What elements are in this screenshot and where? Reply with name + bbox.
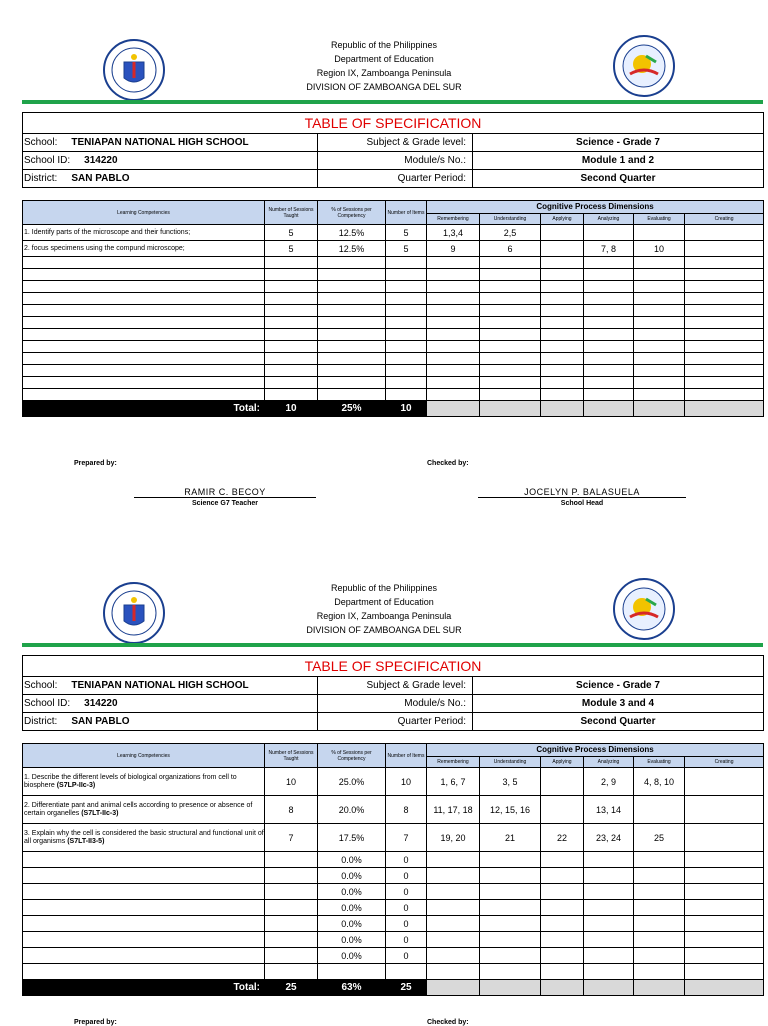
empty-row (23, 389, 764, 401)
empty-row (23, 964, 764, 980)
district-value: SAN PABLO (71, 716, 130, 727)
school-id-value: 314220 (84, 698, 118, 709)
preparer-role: Science G7 Teacher (191, 500, 259, 507)
module-value: Module 1 and 2 (473, 152, 764, 170)
table-row: 1. Describe the different levels of biological organizations from cell to biosphere (S7LP-IIc-3) 10 25.0% 10 1, 6, 7 3, 5 2, 9 4, 8, 10 (23, 768, 764, 796)
col-sessions: Number of Sessions Taught (265, 744, 318, 768)
header-divider (22, 100, 763, 104)
col-understanding: Understanding (480, 757, 541, 768)
empty-row: 0.0% 0 (23, 948, 764, 964)
module-label: Module/s No.: (318, 695, 473, 713)
total-items: 10 (386, 401, 427, 417)
col-creating: Creating (685, 757, 764, 768)
col-cognitive-dimensions: Cognitive Process Dimensions (427, 744, 764, 757)
total-row (23, 401, 764, 417)
division-seal-icon (612, 34, 676, 98)
col-cognitive-dimensions: Cognitive Process Dimensions (427, 201, 764, 214)
col-evaluating: Evaluating (634, 757, 685, 768)
col-percent: % of Sessions per Competency (318, 201, 386, 225)
letterhead (0, 38, 768, 98)
quarter-value: Second Quarter (473, 713, 764, 731)
subject-value: Science - Grade 7 (473, 134, 764, 152)
col-remembering: Remembering (427, 214, 480, 225)
header-line-1: Republic of the Philippines (330, 583, 438, 593)
checked-by-label: Checked by: (427, 1019, 469, 1026)
col-creating: Creating (685, 214, 764, 225)
total-row (23, 980, 764, 996)
header-line-4: DIVISION OF ZAMBOANGA DEL SUR (306, 82, 462, 92)
header-line-3: Region IX, Zamboanga Peninsula (316, 611, 452, 621)
total-label: Total: (23, 401, 265, 417)
school-id-label: School ID: (24, 155, 71, 166)
subject-label: Subject & Grade level: (318, 134, 473, 152)
preparer-name: RAMIR C. BECOY (134, 487, 316, 498)
col-understanding: Understanding (480, 214, 541, 225)
tos-sheet-1 (0, 38, 768, 507)
empty-row: 0.0% 0 (23, 868, 764, 884)
school-label: School: (24, 137, 58, 148)
school-info-table (22, 112, 764, 188)
quarter-value: Second Quarter (473, 170, 764, 188)
table-row: 2. focus specimens using the compund microscope; 5 12.5% 5 9 6 7, 8 10 (23, 241, 764, 257)
total-sessions: 25 (265, 980, 318, 996)
module-label: Module/s No.: (318, 152, 473, 170)
empty-row (23, 365, 764, 377)
empty-row: 0.0% 0 (23, 884, 764, 900)
col-evaluating: Evaluating (634, 214, 685, 225)
table-row: 1. Identify parts of the microscope and their functions; 5 12.5% 5 1,3,4 2,5 (23, 225, 764, 241)
district-label: District: (24, 173, 58, 184)
empty-row (23, 377, 764, 389)
page-title: TABLE OF SPECIFICATION (23, 656, 764, 677)
checked-by-label: Checked by: (427, 460, 469, 467)
empty-row: 0.0% 0 (23, 916, 764, 932)
subject-label: Subject & Grade level: (318, 677, 473, 695)
prepared-by-label: Prepared by: (74, 460, 117, 467)
school-label: School: (24, 680, 58, 691)
district-value: SAN PABLO (71, 173, 130, 184)
total-sessions: 10 (265, 401, 318, 417)
total-items: 25 (386, 980, 427, 996)
tos-sheet-2 (0, 581, 768, 1026)
empty-row: 0.0% 0 (23, 852, 764, 868)
total-percent: 25% (318, 401, 386, 417)
empty-row (23, 305, 764, 317)
empty-row (23, 341, 764, 353)
page-title: TABLE OF SPECIFICATION (23, 113, 764, 134)
empty-row (23, 293, 764, 305)
col-analyzing: Analyzing (584, 214, 634, 225)
checker-role: School Head (560, 500, 604, 507)
col-remembering: Remembering (427, 757, 480, 768)
header-line-3: Region IX, Zamboanga Peninsula (316, 68, 452, 78)
col-items: Number of Items (386, 744, 427, 768)
school-info-table (22, 655, 764, 731)
prepared-by-label: Prepared by: (74, 1019, 117, 1026)
empty-row (23, 353, 764, 365)
checker-name: JOCELYN P. BALASUELA (478, 487, 686, 498)
empty-row: 0.0% 0 (23, 900, 764, 916)
col-competencies: Learning Competencies (23, 201, 265, 225)
empty-row (23, 329, 764, 341)
col-items: Number of Items (386, 201, 427, 225)
school-id-label: School ID: (24, 698, 71, 709)
header-line-1: Republic of the Philippines (330, 40, 438, 50)
specification-table (22, 743, 764, 996)
district-label: District: (24, 716, 58, 727)
table-row: 2. Differentiate pant and animal cells according to presence or absence of certain organelles (S7LT-IIc-3) 8 20.0% 8 11, 17, 18 12, 15, 16 13, 14 (23, 796, 764, 824)
col-analyzing: Analyzing (584, 757, 634, 768)
school-value: TENIAPAN NATIONAL HIGH SCHOOL (71, 137, 249, 148)
total-percent: 63% (318, 980, 386, 996)
subject-value: Science - Grade 7 (473, 677, 764, 695)
empty-row (23, 269, 764, 281)
col-applying: Applying (541, 757, 584, 768)
col-sessions: Number of Sessions Taught (265, 201, 318, 225)
specification-table (22, 200, 764, 417)
total-label: Total: (23, 980, 265, 996)
col-applying: Applying (541, 214, 584, 225)
header-divider (22, 643, 763, 647)
header-line-2: Department of Education (334, 597, 434, 607)
empty-row (23, 257, 764, 269)
school-value: TENIAPAN NATIONAL HIGH SCHOOL (71, 680, 249, 691)
letterhead (0, 581, 768, 641)
school-id-value: 314220 (84, 155, 118, 166)
header-line-4: DIVISION OF ZAMBOANGA DEL SUR (306, 625, 462, 635)
empty-row (23, 317, 764, 329)
col-competencies: Learning Competencies (23, 744, 265, 768)
division-seal-icon (612, 577, 676, 641)
module-value: Module 3 and 4 (473, 695, 764, 713)
header-line-2: Department of Education (334, 54, 434, 64)
table-row: 3. Explain why the cell is considered the basic structural and functional unit of all organisms (S7LT-II3-5) 7 17.5% 7 19, 20 21 22 23, 24 25 (23, 824, 764, 852)
empty-row (23, 281, 764, 293)
quarter-label: Quarter Period: (318, 170, 473, 188)
col-percent: % of Sessions per Competency (318, 744, 386, 768)
empty-row: 0.0% 0 (23, 932, 764, 948)
quarter-label: Quarter Period: (318, 713, 473, 731)
